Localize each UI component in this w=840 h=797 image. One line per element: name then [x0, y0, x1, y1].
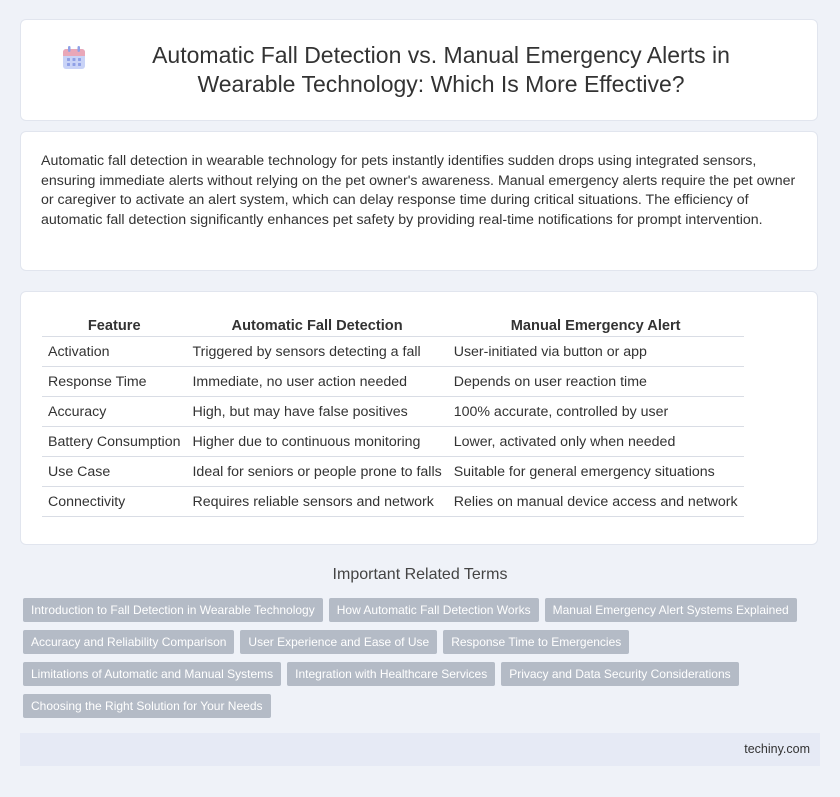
table-cell: User-initiated via button or app: [448, 337, 744, 367]
table-row: [42, 457, 744, 487]
intro-card: [20, 131, 818, 271]
table-cell: Ideal for seniors or people prone to falls: [186, 457, 447, 487]
table-cell: Triggered by sensors detecting a fall: [186, 337, 447, 367]
related-term-tag[interactable]: Integration with Healthcare Services: [287, 662, 495, 686]
related-term-tag[interactable]: User Experience and Ease of Use: [240, 630, 437, 654]
table-cell: Connectivity: [42, 487, 186, 517]
related-term-tag[interactable]: Accuracy and Reliability Comparison: [23, 630, 234, 654]
related-term-tag[interactable]: Response Time to Emergencies: [443, 630, 629, 654]
table-cell: Use Case: [42, 457, 186, 487]
related-term-tag[interactable]: Manual Emergency Alert Systems Explained: [545, 598, 797, 622]
related-terms-title: Important Related Terms: [332, 566, 508, 583]
footer-site-link[interactable]: techiny.com: [744, 742, 810, 756]
calendar-icon: [61, 45, 87, 71]
comparison-card: [20, 291, 818, 545]
related-terms-list: [23, 598, 823, 726]
title-card: [20, 19, 818, 121]
related-term-tag[interactable]: Limitations of Automatic and Manual Systems: [23, 662, 281, 686]
page-title: Automatic Fall Detection vs. Manual Emergency Alerts in Wearable Technology: Which Is More Effective?: [152, 42, 730, 97]
comparison-table: [42, 314, 744, 517]
related-term-tag[interactable]: Introduction to Fall Detection in Wearable Technology: [23, 598, 323, 622]
table-cell: High, but may have false positives: [186, 397, 447, 427]
table-cell: Accuracy: [42, 397, 186, 427]
related-term-tag[interactable]: Choosing the Right Solution for Your Needs: [23, 694, 271, 718]
footer: [20, 733, 820, 766]
related-term-tag[interactable]: Privacy and Data Security Considerations: [501, 662, 738, 686]
title-wrap: [21, 41, 817, 99]
intro-paragraph: Automatic fall detection in wearable technology for pets instantly identifies sudden drops using integrated sensors, ensuring immediate alerts without relying on the pet owner's awareness. Manual emergency alerts require the pet owner or caregiver to activate an alert system, which can delay response time during critical situations. The efficiency of automatic fall detection significantly enhances pet safety by providing real-time notifications for prompt intervention.: [41, 153, 796, 229]
table-row: [42, 487, 744, 517]
table-cell: Response Time: [42, 367, 186, 397]
header-manual: Manual Emergency Alert: [448, 314, 744, 337]
header-automatic: Automatic Fall Detection: [186, 314, 447, 337]
table-cell: Requires reliable sensors and network: [186, 487, 447, 517]
table-cell: Activation: [42, 337, 186, 367]
table-row: [42, 397, 744, 427]
table-header-row: [42, 314, 744, 337]
table-row: [42, 337, 744, 367]
table-cell: Higher due to continuous monitoring: [186, 427, 447, 457]
table-cell: Depends on user reaction time: [448, 367, 744, 397]
related-term-tag[interactable]: How Automatic Fall Detection Works: [329, 598, 539, 622]
table-cell: Immediate, no user action needed: [186, 367, 447, 397]
table-cell: Battery Consumption: [42, 427, 186, 457]
table-cell: Lower, activated only when needed: [448, 427, 744, 457]
table-row: [42, 427, 744, 457]
table-row: [42, 367, 744, 397]
header-feature: Feature: [42, 314, 186, 337]
table-cell: Relies on manual device access and network: [448, 487, 744, 517]
table-cell: 100% accurate, controlled by user: [448, 397, 744, 427]
table-cell: Suitable for general emergency situations: [448, 457, 744, 487]
